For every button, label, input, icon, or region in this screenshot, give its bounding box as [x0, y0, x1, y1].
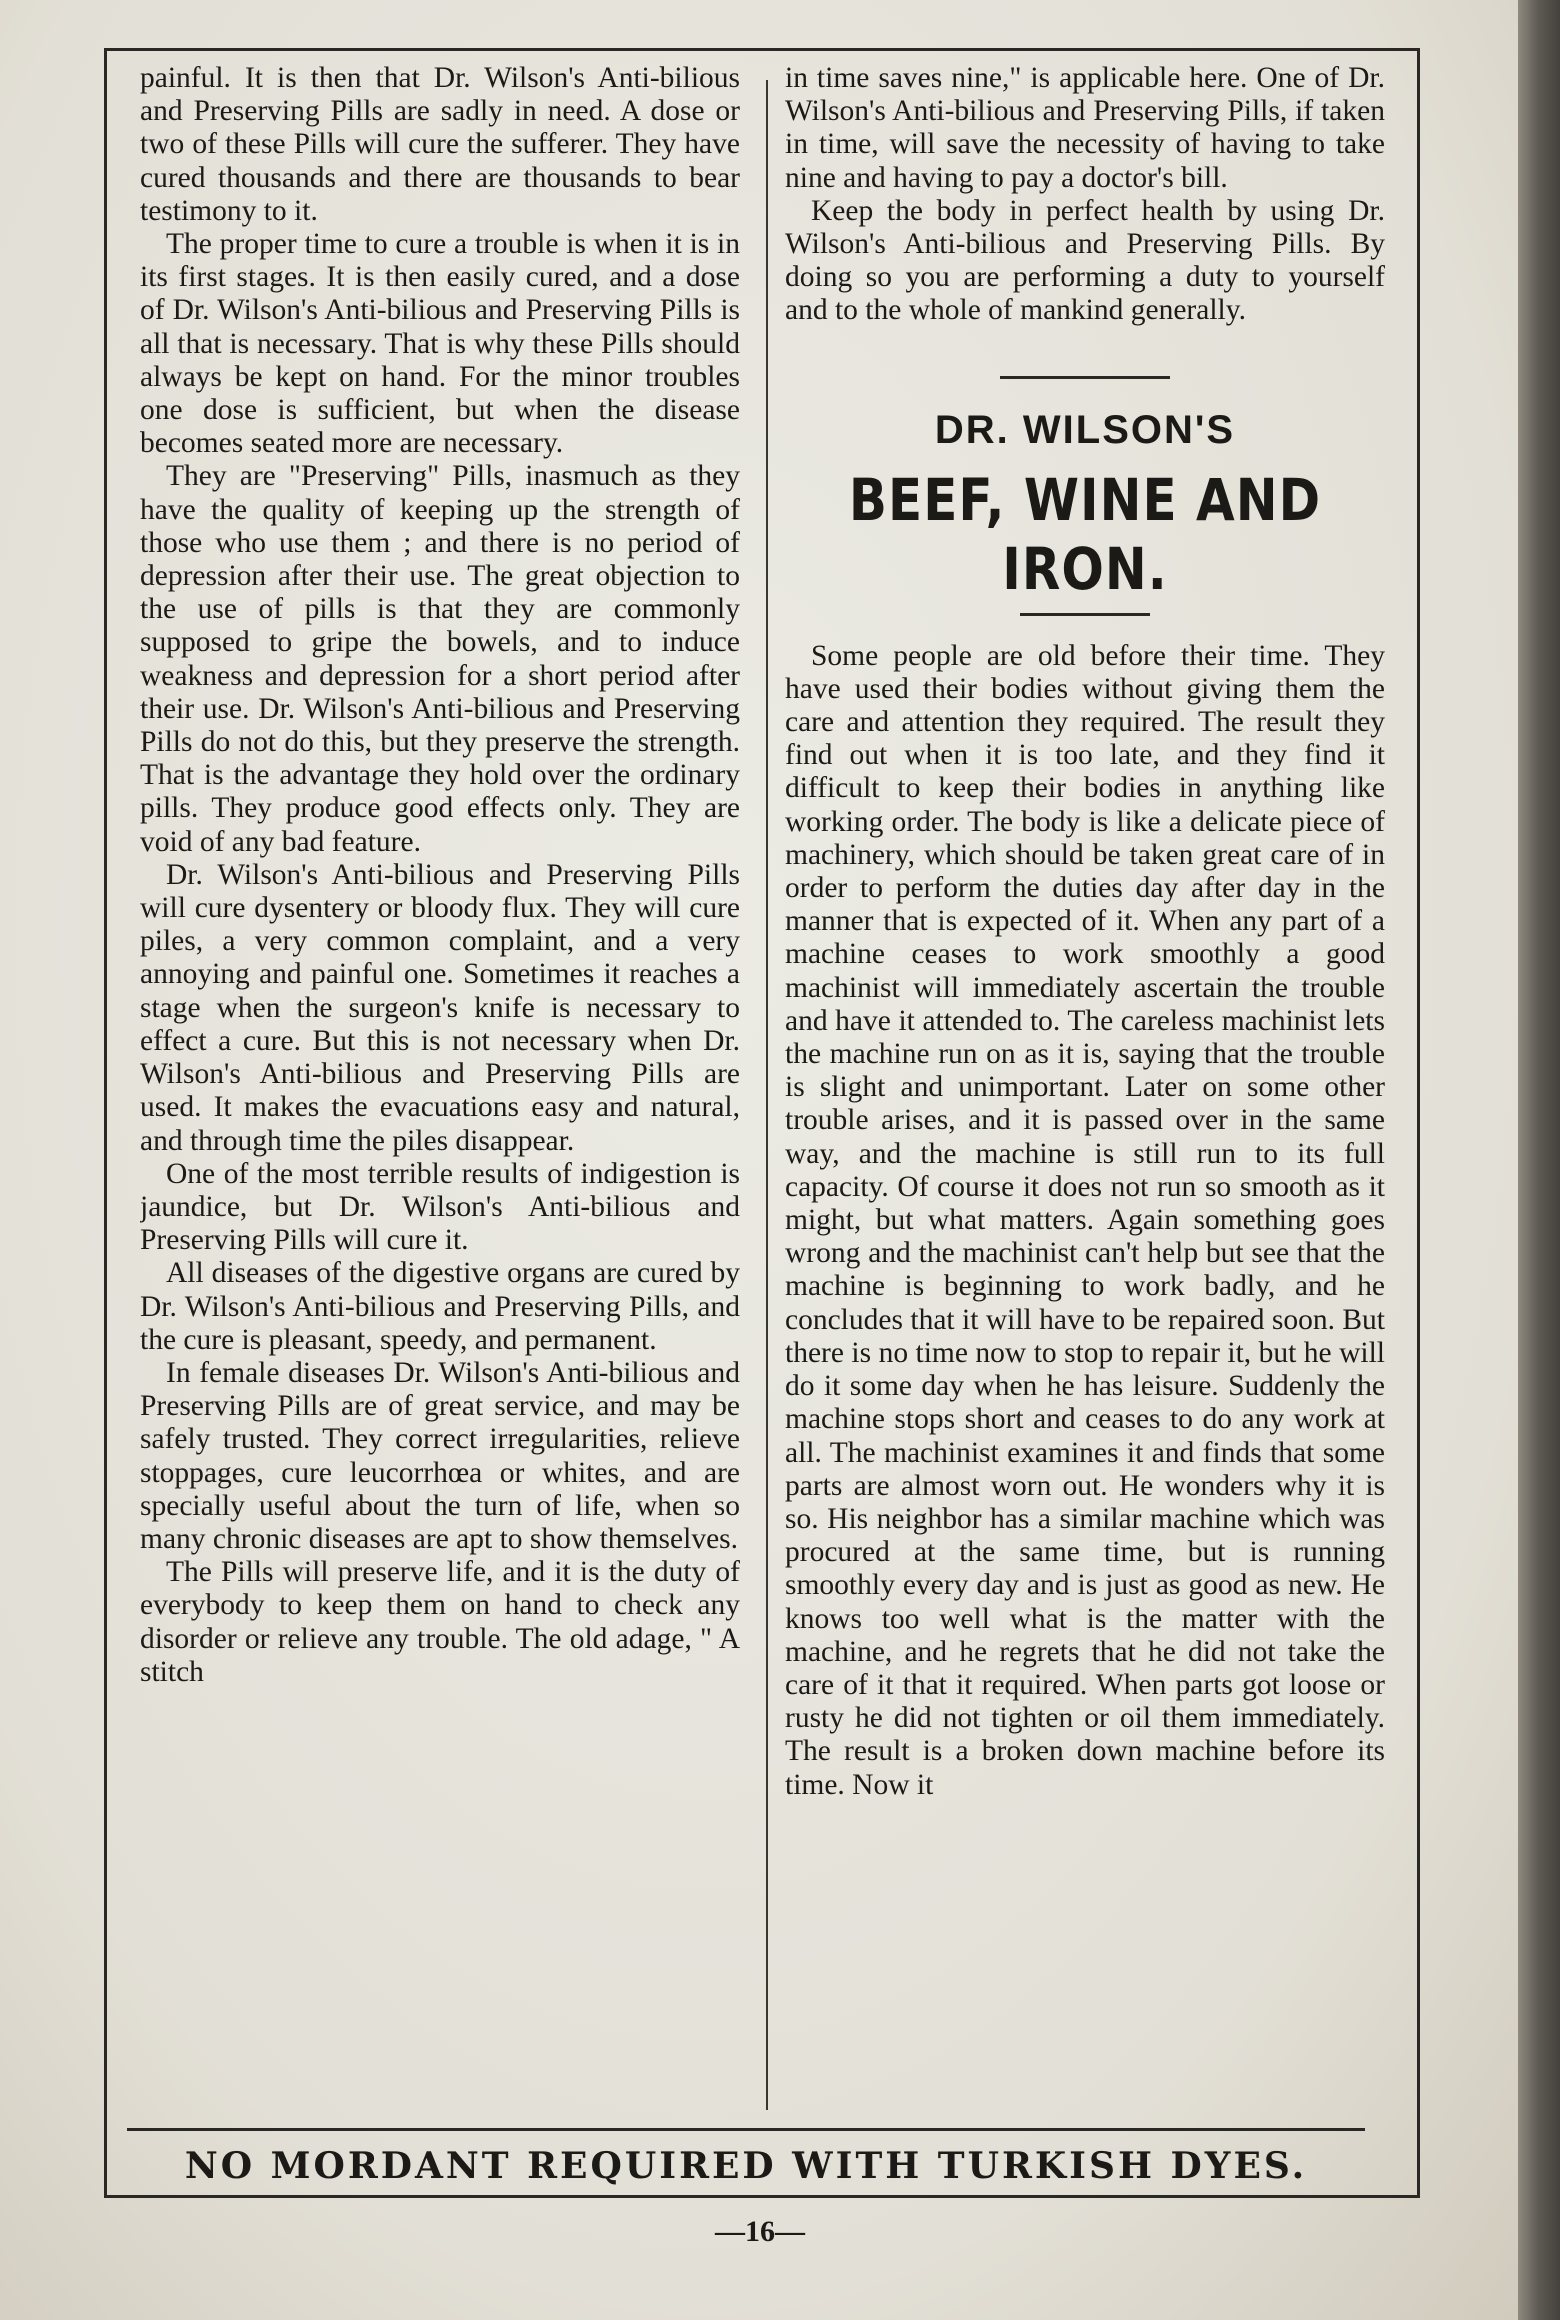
left-paragraph-7: In female diseases Dr. Wilson's Anti-bilious and Preserving Pills are of great service, and may be safely trusted. They correct irregularities, relieve stoppages, cure leucorrhœa or whites, and are specially useful about the turn of life, when so many chronic diseases are apt to show themselves. — [140, 1356, 740, 1555]
left-column — [140, 62, 740, 2112]
right-paragraph-1: in time saves nine," is applicable here. One of Dr. Wilson's Anti-bilious and Preserving Pills, if taken in time, will save the necessity of having to take nine and having to pay a doctor's bill. — [785, 62, 1385, 194]
book-spine — [1518, 0, 1560, 2320]
left-paragraph-5: One of the most terrible results of indigestion is jaundice, but Dr. Wilson's Anti-bilious and Preserving Pills will cure it. — [140, 1157, 740, 1257]
heading-rule-bottom — [1020, 613, 1150, 616]
right-paragraph-3: Some people are old before their time. They have used their bodies without giving them the care and attention they required. The result they find out when it is too late, and they find it difficult to keep their bodies in anything like working order. The body is like a delicate piece of machinery, which should be taken great care of in order to perform the duties day after day in the manner that is expected of it. When any part of a machine ceases to work smoothly a good machinist will immediately ascertain the trouble and have it attended to. The careless machinist lets the machine run on as it is, saying that the trouble is slight and unimportant. Later on some other trouble arises, and it is passed over in the same way, and the machine is still run to its full capacity. Of course it does not run so smooth as it might, but what matters. Again something goes wrong and the machinist can't help but see that the machine is beginning to work badly, and he concludes that it will have to be repaired soon. But there is no time now to stop to repair it, but he will do it some day when he has leisure. Suddenly the machine stops short and ceases to do any work at all. The machinist examines it and finds that some parts are almost worn out. He wonders why it is so. His neighbor has a similar machine which was procured at the same time, but is running smoothly every day and is just as good as new. He knows too well what is the matter with the machine, and he regrets that he did not take the care of it that it required. When parts got loose or rusty he did not tighten or oil them immediately. The result is a broken down machine before its time. Now it — [785, 639, 1385, 1801]
column-divider — [766, 80, 768, 2110]
footer-banner: NO MORDANT REQUIRED WITH TURKISH DYES. — [184, 2145, 1308, 2187]
footer-rule — [127, 2128, 1365, 2131]
left-paragraph-8: The Pills will preserve life, and it is the duty of everybody to keep them on hand to check any disorder or relieve any trouble. The old adage, " A stitch — [140, 1556, 740, 1688]
heading-rule-top — [1000, 376, 1170, 379]
left-paragraph-2: The proper time to cure a trouble is when it is in its first stages. It is then easily cured, and a dose of Dr. Wilson's Anti-bilious and Preserving Pills is all that is necessary. That is why these Pills should always be kept on hand. For the minor troubles one dose is sufficient, but when the disease becomes seated more are necessary. — [140, 228, 740, 460]
right-column — [785, 62, 1385, 2112]
left-paragraph-1: painful. It is then that Dr. Wilson's Anti-bilious and Preserving Pills are sadly in need. A dose or two of these Pills will cure the sufferer. They have cured thousands and there are thousands to bear testimony to it. — [140, 62, 740, 227]
left-paragraph-4: Dr. Wilson's Anti-bilious and Preserving Pills will cure dysentery or bloody flux. They will cure piles, a very common complaint, and a very annoying and painful one. Sometimes it reaches a stage when the surgeon's knife is necessary to effect a cure. But this is not necessary when Dr. Wilson's Anti-bilious and Preserving Pills are used. It makes the evacuations easy and natural, and through time the piles disappear. — [140, 858, 740, 1157]
left-paragraph-3: They are "Preserving" Pills, inasmuch as they have the quality of keeping up the strength of those who use them ; and there is no period of depression after their use. The great objection to the use of pills is that they are commonly supposed to gripe the bowels, and to induce weakness and depression for a short period after their use. Dr. Wilson's Anti-bilious and Preserving Pills do not do this, but they preserve the strength. That is the advantage they hold over the ordinary pills. They produce good effects only. They are void of any bad feature. — [140, 460, 740, 858]
spacer — [785, 328, 1385, 376]
section-heading-name: DR. WILSON'S — [934, 407, 1236, 452]
section-heading-title: BEEF, WINE AND IRON. — [848, 466, 1322, 603]
page-number: —16— — [715, 2215, 805, 2248]
left-paragraph-6: All diseases of the digestive organs are cured by Dr. Wilson's Anti-bilious and Preserving Pills, and the cure is pleasant, speedy, and permanent. — [140, 1257, 740, 1356]
right-paragraph-2: Keep the body in perfect health by using Dr. Wilson's Anti-bilious and Preserving Pills. By doing so you are performing a duty to yourself and to the whole of mankind generally. — [785, 194, 1385, 327]
